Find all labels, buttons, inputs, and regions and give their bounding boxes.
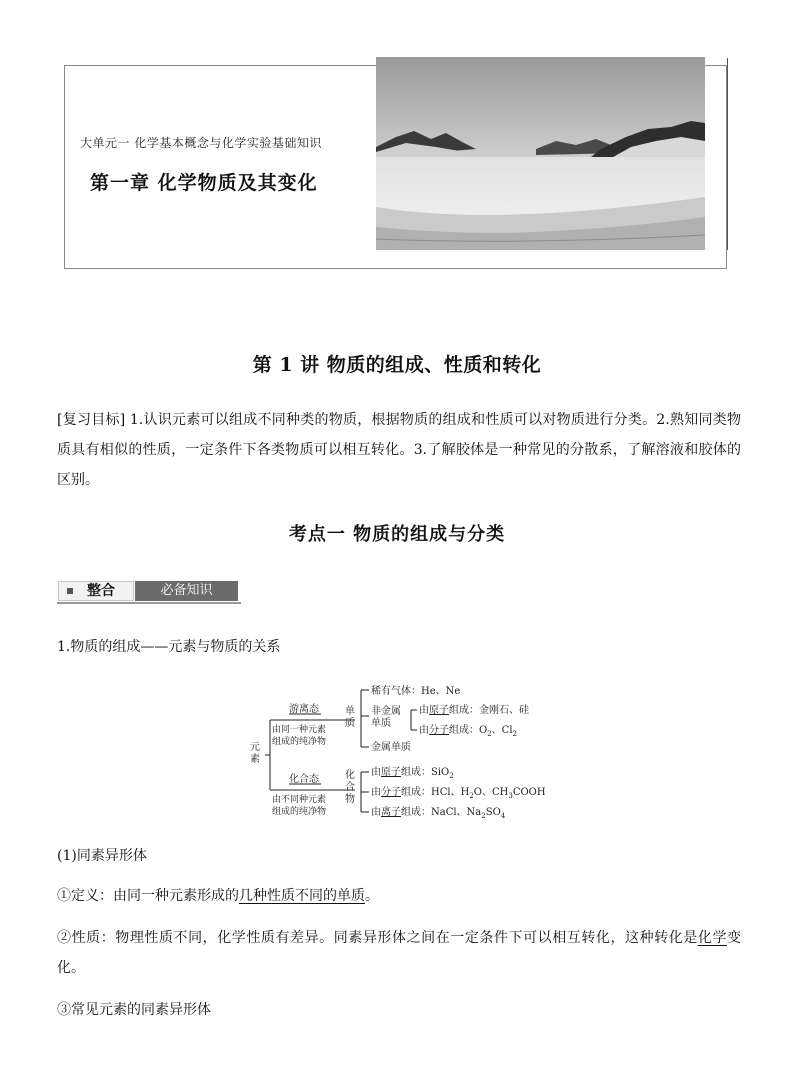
- diagram-diff-element-2: 组成的纯净物: [272, 807, 327, 817]
- definition-end: 。: [365, 888, 379, 904]
- diagram-combined-state: 化合态: [289, 774, 319, 785]
- diagram-compound-3: 物: [345, 794, 355, 805]
- banner-label: 整合: [87, 583, 115, 599]
- banner-right-label: 必备知识: [160, 583, 213, 598]
- diagram-compound-ion: 由离子组成：NaCl、$Na_2SO_4$: [371, 807, 506, 820]
- diagram-compound-atom: 由原子组成：SiO$_2$: [371, 767, 454, 780]
- diagram-free-state: 游离态: [289, 704, 319, 715]
- diagram-simple-1: 单: [345, 706, 355, 717]
- review-goals-label: [复习目标]: [57, 412, 126, 428]
- diagram-root-2: 素: [250, 754, 260, 765]
- common-allotropes-heading: ③常见元素的同素异形体: [57, 1002, 211, 1018]
- diagram-atom-nonmetal: 由原子组成：金刚石、硅: [419, 705, 529, 716]
- diagram-same-element-2: 组成的纯净物: [272, 737, 327, 747]
- diagram-nonmetal-1: 非金属: [371, 706, 401, 717]
- diagram-metal: 金属单质: [371, 742, 411, 753]
- diagram-same-element: 由同一种元素: [272, 725, 327, 735]
- unit-subtitle: 大单元一 化学基本概念与化学实验基础知识: [80, 136, 322, 150]
- property-underlined: 化学: [697, 930, 728, 946]
- element-substance-diagram: [245, 680, 555, 825]
- property-text: ②性质：物理性质不同，化学性质有差异。同素异形体之间在一定条件下可以相互转化，这种转化是: [57, 930, 698, 946]
- lecture-title: 第 1 讲 物质的组成、性质和转化: [252, 354, 542, 376]
- diagram-compound-mol: 由分子组成：HCl、$H_2O$、$CH_3COOH$: [371, 787, 546, 800]
- definition-text: ①定义：由同一种元素形成的: [57, 888, 239, 904]
- subsection-heading: 1.物质的组成——元素与物质的关系: [57, 639, 281, 655]
- snow-landscape-image: [376, 57, 705, 250]
- chapter-title: 第一章 化学物质及其变化: [90, 172, 318, 194]
- definition-underlined: 几种性质不同的单质: [239, 888, 365, 904]
- definition-line: [57, 885, 379, 905]
- square-bullet-icon: [67, 588, 73, 594]
- header-divider: [727, 58, 728, 250]
- diagram-root-1: 元: [250, 742, 260, 753]
- item-allotrope: (1)同素异形体: [57, 848, 147, 864]
- diagram-nonmetal-2: 单质: [371, 718, 391, 729]
- diagram-diff-element: 由不同种元素: [272, 795, 327, 805]
- section-title: 考点一 物质的组成与分类: [288, 524, 506, 545]
- review-goals: [57, 405, 741, 495]
- diagram-compound-1: 化: [345, 770, 355, 781]
- review-goals-text: 1.认识元素可以组成不同种类的物质，根据物质的组成和性质可以对物质进行分类。2.熟知同类物质具有相似的性质，一定条件下各类物质可以相互转化。3.了解胶体是一种常见的分散系，了解溶液和胶体的区别。: [57, 412, 741, 488]
- diagram-mol-nonmetal: 由分子组成：$O_2$、$Cl_2$: [419, 725, 517, 738]
- diagram-compound-2: 合: [345, 782, 355, 793]
- diagram-simple-2: 质: [345, 718, 355, 729]
- property-end: 变化。: [57, 930, 742, 976]
- diagram-rare-gas: 稀有气体：He、Ne: [371, 686, 461, 697]
- property-paragraph: [57, 923, 741, 983]
